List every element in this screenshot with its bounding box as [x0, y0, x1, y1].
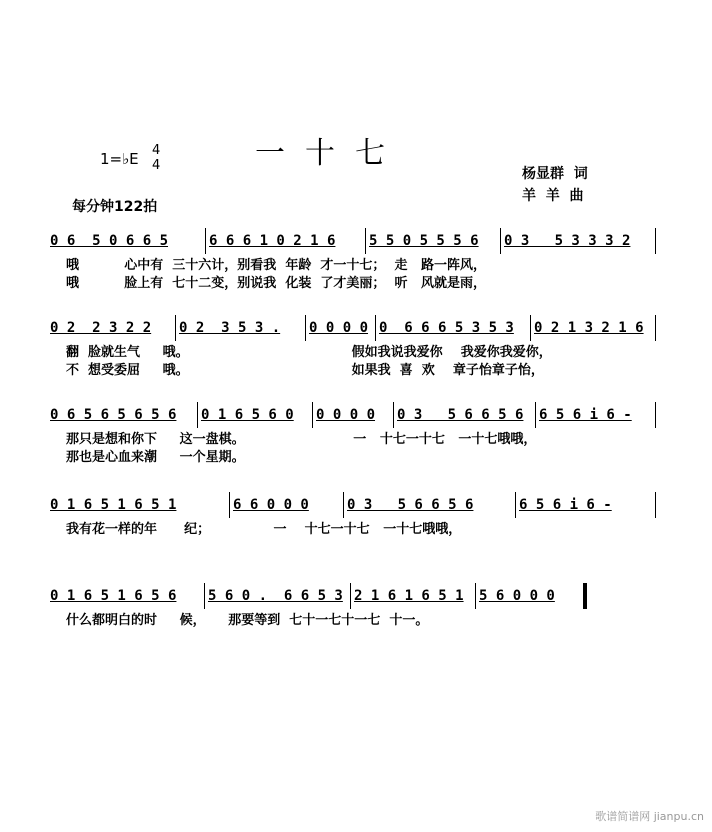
barline — [583, 583, 587, 609]
measure: 0 6 5 6 5 6 5 6 — [50, 407, 177, 423]
measure: 6 6 0 0 0 — [233, 497, 309, 513]
time-top: 4 — [152, 143, 161, 158]
barline — [205, 228, 206, 254]
measure: 5 6 0 0 0 — [479, 588, 555, 604]
lyric-line: 我有花一样的年 纪； 一 十七一十七 一十七哦哦， — [66, 522, 462, 537]
lyric-line: 哦 心中有 三十六计，别看我 年龄 才一十七； 走 路一阵风， — [66, 258, 487, 273]
measure: 0 1 6 5 1 6 5 6 — [50, 588, 177, 604]
barline — [530, 315, 531, 341]
composer: 羊 羊 曲 — [522, 188, 584, 204]
barline — [655, 315, 656, 341]
measure: 0 3 5 3 3 3 2 — [504, 233, 631, 249]
barline — [655, 402, 656, 428]
measure: 0 2 3 5 3 . — [179, 320, 281, 336]
tempo: 每分钟122拍 — [72, 199, 158, 215]
watermark: 歌谱简谱网 jianpu.cn — [595, 810, 704, 823]
time-bottom: 4 — [152, 158, 161, 173]
key-signature: 1=♭E — [100, 150, 139, 168]
barline — [655, 492, 656, 518]
measure: 6 5 6 i 6 - — [519, 497, 612, 513]
barline — [535, 402, 536, 428]
measure: 0 1 6 5 1 6 5 1 — [50, 497, 177, 513]
measure: 6 6 6 1 0 2 1 6 — [209, 233, 336, 249]
barline — [500, 228, 501, 254]
measure: 2 1 6 1 6 5 1 — [354, 588, 464, 604]
song-title: 一十七 — [255, 136, 405, 171]
measure: 0 6 6 6 5 3 5 3 — [379, 320, 514, 336]
barline — [365, 228, 366, 254]
measure: 6 5 6 i 6 - — [539, 407, 632, 423]
time-signature — [152, 143, 160, 173]
barline — [197, 402, 198, 428]
lyric-line: 那只是想和你下 这一盘棋。 一 十七一十七 一十七哦哦， — [66, 432, 537, 447]
barline — [343, 492, 344, 518]
measure: 0 3 5 6 6 5 6 — [397, 407, 524, 423]
barline — [515, 492, 516, 518]
measure: 0 2 1 3 2 1 6 — [534, 320, 644, 336]
barline — [312, 402, 313, 428]
barline — [655, 228, 656, 254]
barline — [475, 583, 476, 609]
barline — [375, 315, 376, 341]
measure: 0 6 5 0 6 6 5 — [50, 233, 169, 249]
measure: 0 3 5 6 6 5 6 — [347, 497, 474, 513]
barline — [175, 315, 176, 341]
lyric-line: 翻 脸就生气 哦。 假如我说我爱你 我爱你我爱你， — [66, 345, 552, 360]
measure: 0 0 0 0 — [316, 407, 376, 423]
barline — [229, 492, 230, 518]
barline — [305, 315, 306, 341]
lyric-line: 不 想受委屈 哦。 如果我 喜 欢 章子怡章子怡， — [66, 363, 544, 378]
barline — [204, 583, 205, 609]
barline — [350, 583, 351, 609]
measure: 0 0 0 0 — [309, 320, 369, 336]
barline — [393, 402, 394, 428]
lyric-line: 什么都明白的时 候， 那要等到 七十一七十一七 十一。 — [66, 613, 429, 628]
lyricist: 杨显群 词 — [522, 166, 588, 182]
measure: 5 5 0 5 5 5 6 — [369, 233, 479, 249]
measure: 0 1 6 5 6 0 — [201, 407, 294, 423]
measure: 0 2 2 3 2 2 — [50, 320, 152, 336]
measure: 5 6 0 . 6 6 5 3 — [208, 588, 343, 604]
lyric-line: 那也是心血来潮 一个星期。 — [66, 450, 245, 465]
lyric-line: 哦 脸上有 七十二变，别说我 化装 了才美丽； 听 风就是雨， — [66, 276, 487, 291]
